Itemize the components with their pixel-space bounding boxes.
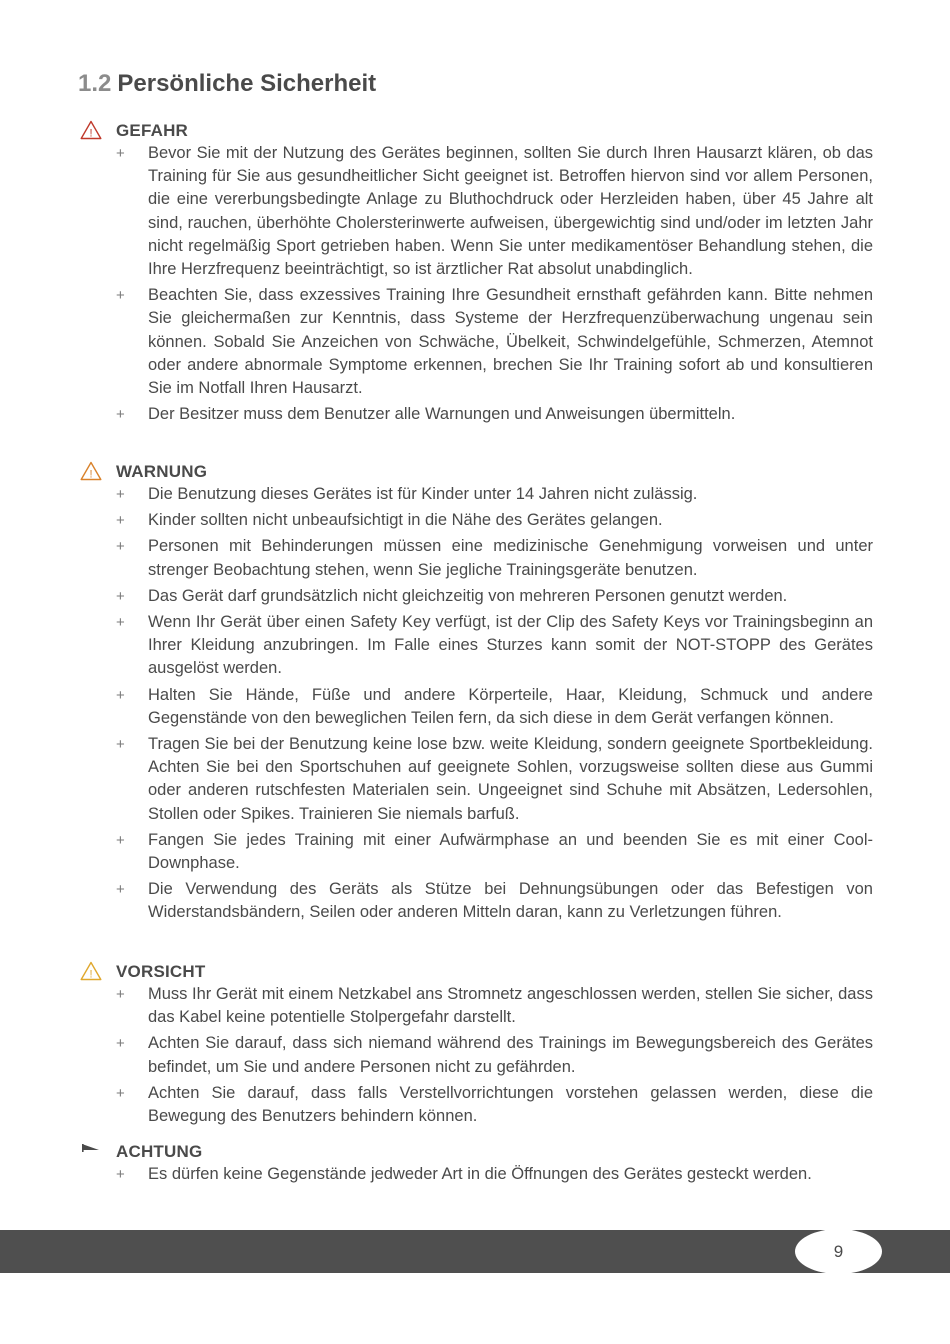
list-item: + Die Benutzung dieses Gerätes ist für Kinder unter 14 Jahren nicht zulässig.	[80, 483, 873, 506]
item-list	[80, 483, 873, 925]
plus-icon: +	[116, 986, 125, 1003]
list-item: + Der Besitzer muss dem Benutzer alle Warnungen und Anweisungen übermitteln.	[80, 403, 873, 426]
item-list	[80, 1163, 873, 1186]
section-title: VORSICHT	[116, 962, 206, 981]
list-item: + Wenn Ihr Gerät über einen Safety Key verfügt, ist der Clip des Safety Keys vor Trainingsbeginn an Ihrer Kleidung anzubringen. Im Falle eines Sturzes kann somit der NOT-STOPP des Gerätes ausgelöst werden.	[116, 613, 873, 678]
plus-icon: +	[116, 1166, 125, 1183]
warning-triangle-icon	[80, 120, 102, 140]
list-item: + Muss Ihr Gerät mit einem Netzkabel ans Stromnetz angeschlossen werden, stellen Sie sicher, dass das Kabel keine potentielle Stolpergefahr darstellt.	[116, 985, 873, 1027]
plus-icon: +	[116, 831, 125, 849]
item-list	[80, 142, 873, 426]
warning-triangle-icon	[80, 461, 102, 481]
plus-icon: +	[116, 1084, 125, 1102]
section-header	[80, 120, 873, 142]
plus-icon: +	[116, 736, 125, 754]
list-item: + Das Gerät darf grundsätzlich nicht gleichzeitig von mehreren Personen genutzt werden.	[80, 585, 873, 608]
plus-icon: +	[116, 1035, 125, 1053]
plus-icon: +	[116, 881, 125, 899]
list-item: + Achten Sie darauf, dass sich niemand während des Trainings im Bewegungsbereich des Gerätes befindet, um Sie und andere Personen nicht zu gefährden.	[116, 1034, 873, 1076]
section-warnung	[80, 461, 873, 928]
section-achtung	[80, 1141, 873, 1189]
section-vorsicht	[80, 961, 873, 1131]
section-header	[80, 961, 873, 983]
plus-icon: +	[116, 406, 125, 424]
list-item: + Beachten Sie, dass exzessives Training Ihre Gesundheit ernsthaft gefährden kann. Bitte nehmen Sie gleichermaßen zur Kenntnis, dass Systeme der Herzfrequenzüberwachung ungenau sein können. Sobald Sie Anzeichen von Schwäche, Übelkeit, Schwindelgefühle, Schmerzen, Atemnot oder andere abnormale Symptome erkennen, brechen Sie Ihr Training sofort ab und konsultieren Sie im Notfall Ihren Hausarzt.	[116, 286, 873, 398]
plus-icon: +	[116, 686, 125, 704]
page-number: 9	[833, 1241, 844, 1261]
heading-number: 1.2	[78, 70, 112, 97]
flag-pointer-icon	[80, 1141, 102, 1161]
section-gefahr	[80, 120, 873, 429]
warning-triangle-icon	[80, 961, 102, 981]
list-item: + Achten Sie darauf, dass falls Verstellvorrichtungen vorstehen gelassen werden, diese die Bewegung des Benutzers behindern können.	[116, 1083, 873, 1126]
section-header	[80, 1141, 873, 1163]
list-item: + Es dürfen keine Gegenstände jedweder Art in die Öffnungen des Gerätes gesteckt werden.	[80, 1163, 873, 1186]
list-item: + Bevor Sie mit der Nutzung des Gerätes beginnen, sollten Sie durch Ihren Hausarzt klären, ob das Training für Sie aus gesundheitlicher Sicht geeignet ist. Betroffen hiervon sind vor allem Personen, die eine vererbungsbedingte Anlage zu Bluthochdruck oder Herzleiden haben, über 45 Jahre alt sind, rauchen, überhöhte Cholersterinwerte aufweisen, übergewichtig sind und/oder im letzten Jahr nicht regelmäßig Sport getrieben haben. Wenn Sie unter medikamentöser Behandlung stehen, die Ihre Herzfrequenz beeinträchtigt, so ist ärztlicher Rat absolut unabdinglich.	[116, 144, 873, 279]
section-header	[80, 461, 873, 483]
svg-text:!: !	[89, 468, 93, 481]
list-item: + Personen mit Behinderungen müssen eine medizinische Genehmigung vorweisen und unter strenger Beobachtung stehen, wenn Sie jegliche Trainingsgeräte benutzen.	[116, 537, 873, 579]
list-item: + Kinder sollten nicht unbeaufsichtigt in die Nähe des Gerätes gelangen.	[80, 509, 873, 532]
plus-icon: +	[116, 486, 125, 503]
svg-text:!: !	[89, 968, 93, 981]
section-title: GEFAHR	[116, 121, 189, 140]
page-number-badge	[795, 1229, 882, 1274]
svg-text:!: !	[89, 127, 93, 140]
list-item: + Fangen Sie jedes Training mit einer Aufwärmphase an und beenden Sie es mit einer Cool-Downphase.	[116, 830, 873, 873]
plus-icon: +	[116, 538, 125, 556]
section-title: ACHTUNG	[116, 1142, 203, 1161]
heading-title: Persönliche Sicherheit	[117, 70, 377, 97]
page-heading	[78, 70, 376, 98]
plus-icon: +	[116, 145, 125, 162]
plus-icon: +	[116, 587, 125, 605]
section-title: WARNUNG	[116, 462, 208, 481]
list-item: + Die Verwendung des Geräts als Stütze bei Dehnungsübungen oder das Befestigen von Widerstandsbändern, Seilen oder anderen Mitteln daran, kann zu Verletzungen führen.	[116, 880, 873, 922]
plus-icon: +	[116, 512, 125, 530]
item-list	[80, 983, 873, 1128]
list-item: + Tragen Sie bei der Benutzung keine lose bzw. weite Kleidung, sondern geeignete Sportbekleidung. Achten Sie bei den Sportschuhen auf geeignete Sohlen, vorzugsweise sollten diese aus Gummi oder anderen rutschfesten Materialen sein. Ungeeignet sind Schuhe mit Absätzen, Ledersohlen, Stollen oder Spikes. Trainieren Sie niemals barfuß.	[116, 735, 873, 823]
plus-icon: +	[116, 614, 125, 632]
plus-icon: +	[116, 287, 125, 305]
list-item: + Halten Sie Hände, Füße und andere Körperteile, Haar, Kleidung, Schmuck und andere Gegenstände von den beweglichen Teilen fern, da sich diese in dem Gerät verfangen können.	[116, 685, 873, 727]
